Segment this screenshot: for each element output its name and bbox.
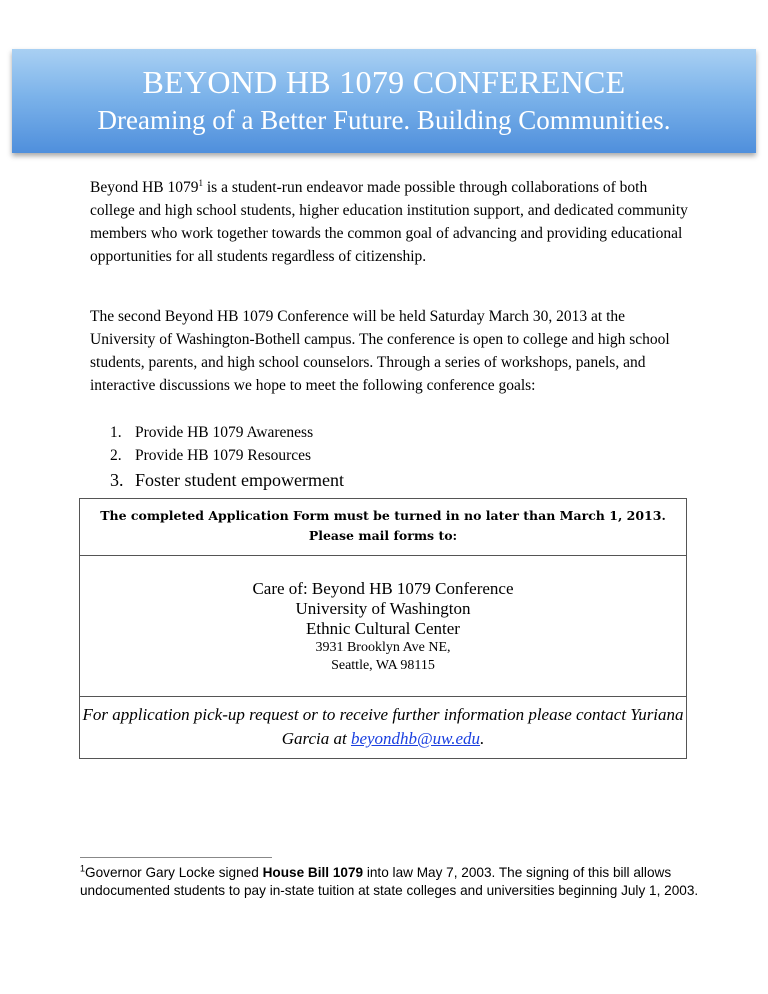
- footnote-marker: 1: [80, 863, 86, 874]
- footnote-divider: [80, 857, 272, 858]
- deadline-section: [80, 499, 686, 556]
- goal-number: 3.: [110, 470, 124, 490]
- mail-instruction: Please mail forms to:: [308, 528, 458, 543]
- intro-lead: Beyond HB 1079: [90, 179, 199, 196]
- contact-email-link[interactable]: beyondhb@uw.edu: [350, 729, 481, 748]
- intro-rest: is a student-run endeavor made possible through collaborations of both college and high school students, higher education institution support, and dedicated community members who work together towards the common goal of advancing and providing educational opportunities for all students regardless of citizenship.: [90, 179, 688, 265]
- list-item: [110, 444, 344, 467]
- footnote: [80, 864, 710, 900]
- header-banner: [12, 49, 756, 153]
- page-title: BEYOND HB 1079 CONFERENCE: [142, 64, 626, 100]
- footnote-reference[interactable]: 1: [198, 177, 203, 188]
- address-care-of: Care of: Beyond HB 1079 Conference: [252, 579, 514, 598]
- address-street: 3931 Brooklyn Ave NE,: [315, 640, 451, 655]
- address-city: Seattle, WA 98115: [331, 658, 435, 673]
- contact-text: For application pick-up request or to receive further information please contact Yuriana Garcia at: [82, 705, 684, 748]
- goal-text: Provide HB 1079 Awareness: [135, 424, 314, 441]
- footnote-bill: House Bill 1079: [262, 865, 364, 880]
- goals-list: [110, 421, 344, 494]
- goal-text: Foster student empowerment: [135, 470, 344, 490]
- contact-section: [80, 697, 686, 758]
- footnote-post: into law May 7, 2003. The signing of this bill allows undocumented students to pay in-state tuition at state colleges and universities beginning July 1, 2003.: [80, 865, 699, 898]
- deadline-text: The completed Application Form must be turned in no later than March 1, 2013.: [100, 508, 666, 523]
- address-dept: Ethnic Cultural Center: [306, 619, 460, 638]
- goal-text: Provide HB 1079 Resources: [135, 447, 312, 464]
- details-paragraph: The second Beyond HB 1079 Conference will be held Saturday March 30, 2013 at the University of Washington-Bothell campus. The conference is open to college and high school students, parents, and high school counselors. Through a series of workshops, panels, and interactive discussions we hope to meet the following conference goals:: [90, 308, 670, 394]
- goal-number: 2.: [110, 447, 122, 464]
- goal-number: 1.: [110, 424, 122, 441]
- contact-end: .: [480, 729, 485, 748]
- list-item: [110, 421, 344, 444]
- page-subtitle: Dreaming of a Better Future. Building Communities.: [97, 105, 671, 135]
- intro-paragraph: [90, 176, 690, 268]
- application-box: [79, 498, 687, 759]
- mailing-address: [80, 557, 686, 697]
- address-org: University of Washington: [295, 599, 471, 618]
- footnote-pre: Governor Gary Locke signed: [85, 865, 263, 880]
- list-item: [110, 467, 344, 494]
